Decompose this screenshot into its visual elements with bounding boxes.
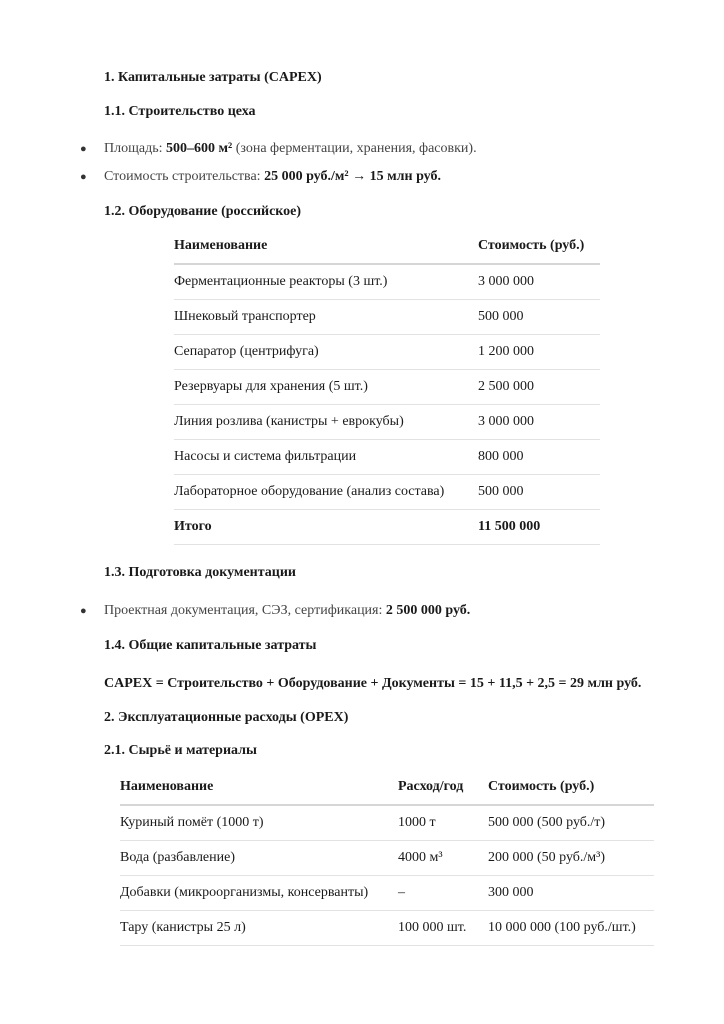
cell: 800 000 [478,448,524,464]
area-line: Площадь: 500–600 м² (зона ферментации, хранения, фасовки). [104,141,477,156]
cell: Шнековый транспортер [174,308,316,324]
table-row [174,404,600,439]
col-header-name: Наименование [174,238,268,253]
total-value: 11 500 000 [478,518,541,534]
col-header-name: Наименование [120,779,214,794]
bullet-icon: ● [80,171,87,183]
equipment-table [174,229,600,545]
cell: Тару (канистры 25 л) [120,919,246,935]
cell: Добавки (микроорганизмы, консерванты) [120,884,369,900]
construction-heading: 1.1. Строительство цеха [104,104,256,119]
col-header-usage: Расход/год [398,779,464,794]
cell: 500 000 [478,308,524,324]
table-row [120,805,654,840]
table-row [174,439,600,474]
table-row [174,369,600,404]
cell: 3 000 000 [478,273,534,289]
cell: 100 000 шт. [398,919,467,935]
table-row [174,334,600,369]
table-row [174,264,600,299]
cell: 2 500 000 [478,378,534,394]
capex-heading: 1. Капитальные затраты (CAPEX) [104,70,322,85]
table-row [120,840,654,875]
opex-heading: 2. Эксплуатационные расходы (OPEX) [104,710,349,725]
cell: 1000 т [398,814,436,830]
table-row [174,474,600,509]
table-row [120,875,654,910]
total-label: Итого [174,518,212,534]
cell: 200 000 (50 руб./м³) [488,849,606,865]
cell: 500 000 (500 руб./т) [488,814,606,830]
cell: Вода (разбавление) [120,849,236,865]
cell: 1 200 000 [478,343,534,359]
cell: – [398,884,405,900]
cell: 10 000 000 (100 руб./шт.) [488,919,636,935]
materials-table [120,770,654,946]
table-total-row [174,509,600,544]
capex-total-heading: 1.4. Общие капитальные затраты [104,638,317,653]
capex-formula: CAPEX = Строительство + Оборудование + Документы = 15 + 11,5 + 2,5 = 29 млн руб. [104,676,642,691]
cell: 3 000 000 [478,413,534,429]
col-header-cost: Стоимость (руб.) [488,779,595,794]
cell: 300 000 [488,884,534,900]
docs-heading: 1.3. Подготовка документации [104,565,296,580]
docs-line: Проектная документация, СЭЗ, сертификация: 2 500 000 руб. [104,603,471,618]
col-header-cost: Стоимость (руб.) [478,238,585,253]
table-header-row [120,770,654,805]
materials-heading: 2.1. Сырьё и материалы [104,743,257,758]
equipment-heading: 1.2. Оборудование (российское) [104,204,302,219]
cell: Куриный помёт (1000 т) [120,814,264,830]
table-row [120,910,654,945]
table-row [174,299,600,334]
bullet-icon: ● [80,605,87,617]
cell: 4000 м³ [398,849,443,865]
cell: Лабораторное оборудование (анализ состава) [174,483,445,499]
cell: Линия розлива (канистры + еврокубы) [174,413,404,429]
cell: Ферментационные реакторы (3 шт.) [174,273,388,289]
table-header-row [174,229,600,264]
cell: 500 000 [478,483,524,499]
bullet-icon: ● [80,143,87,155]
construction-cost-line: Стоимость строительства: 25 000 руб./м² → 15 млн руб. [104,169,441,184]
cell: Сепаратор (центрифуга) [174,343,319,359]
cell: Резервуары для хранения (5 шт.) [174,378,368,394]
cell: Насосы и система фильтрации [174,448,357,464]
